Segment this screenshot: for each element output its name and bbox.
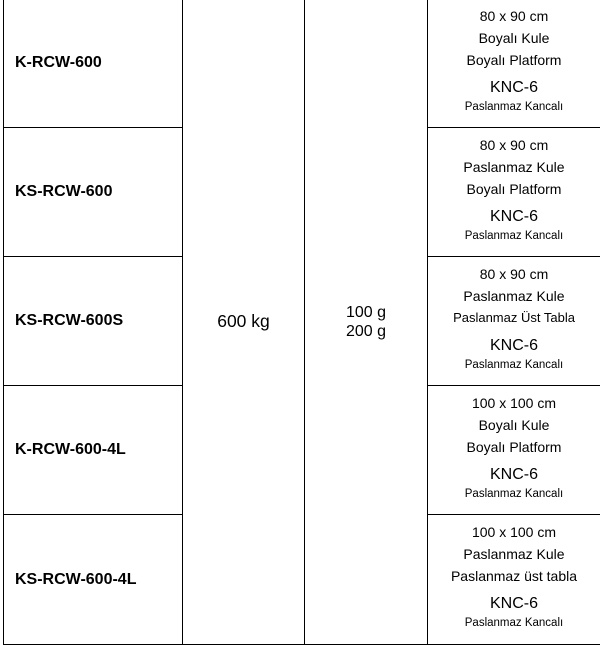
- details-cell: [428, 386, 600, 515]
- hook-desc-text: Paslanmaz Kancalı: [428, 98, 600, 116]
- hook-desc-text: Paslanmaz Kancalı: [428, 227, 600, 245]
- product-spec-table: [3, 0, 600, 645]
- column-text: Paslanmaz Kule: [428, 156, 600, 178]
- dimensions-text: 80 x 90 cm: [428, 134, 600, 156]
- model-cell: K-RCW-600-4L: [4, 386, 183, 515]
- platform-text: Paslanmaz Üst Tabla: [428, 307, 600, 329]
- model-cell: K-RCW-600: [4, 0, 183, 128]
- model-cell: KS-RCW-600: [4, 128, 183, 257]
- capacity-cell: 600 kg: [183, 0, 305, 645]
- division-value: 200 g: [305, 322, 427, 341]
- platform-text: Boyalı Platform: [428, 178, 600, 200]
- column-text: Boyalı Kule: [428, 414, 600, 436]
- details-cell: [428, 515, 600, 645]
- hook-desc-text: Paslanmaz Kancalı: [428, 485, 600, 503]
- hook-code-text: KNC-6: [428, 335, 600, 356]
- hook-code-text: KNC-6: [428, 206, 600, 227]
- hook-code-text: KNC-6: [428, 593, 600, 614]
- hook-desc-text: Paslanmaz Kancalı: [428, 614, 600, 632]
- table-row: [4, 0, 600, 128]
- details-cell: [428, 257, 600, 386]
- column-text: Paslanmaz Kule: [428, 285, 600, 307]
- division-value: 100 g: [305, 303, 427, 322]
- column-text: Paslanmaz Kule: [428, 543, 600, 565]
- platform-text: Boyalı Platform: [428, 49, 600, 71]
- dimensions-text: 100 x 100 cm: [428, 521, 600, 543]
- hook-code-text: KNC-6: [428, 464, 600, 485]
- model-cell: KS-RCW-600S: [4, 257, 183, 386]
- division-cell: [305, 0, 428, 645]
- details-cell: [428, 0, 600, 128]
- hook-desc-text: Paslanmaz Kancalı: [428, 356, 600, 374]
- hook-code-text: KNC-6: [428, 77, 600, 98]
- platform-text: Paslanmaz üst tabla: [428, 565, 600, 587]
- dimensions-text: 80 x 90 cm: [428, 5, 600, 27]
- platform-text: Boyalı Platform: [428, 436, 600, 458]
- column-text: Boyalı Kule: [428, 27, 600, 49]
- details-cell: [428, 128, 600, 257]
- dimensions-text: 80 x 90 cm: [428, 263, 600, 285]
- model-cell: KS-RCW-600-4L: [4, 515, 183, 645]
- dimensions-text: 100 x 100 cm: [428, 392, 600, 414]
